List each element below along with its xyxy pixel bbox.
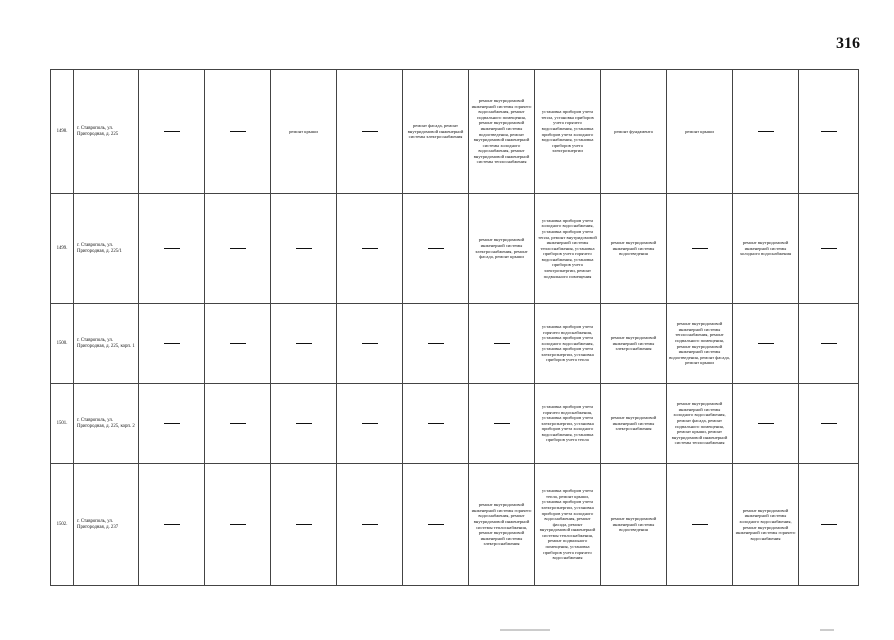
dash-mark xyxy=(230,423,246,424)
address-cell: г. Ставрополь, ул. Пригородная, д. 237 xyxy=(74,464,139,586)
dash-mark xyxy=(164,524,180,525)
dash-mark xyxy=(296,248,312,249)
page-number: 316 xyxy=(836,35,860,52)
work-cell: ремонт фундамента xyxy=(601,70,667,194)
table-row xyxy=(51,194,859,304)
dash-mark xyxy=(164,423,180,424)
dash-mark xyxy=(821,343,837,344)
table-row xyxy=(51,464,859,586)
dash-mark xyxy=(164,131,180,132)
work-cell xyxy=(271,384,337,464)
table-row xyxy=(51,384,859,464)
work-cell: ремонт внутридомовой инженерной системы водоотведения xyxy=(601,464,667,586)
work-cell xyxy=(733,70,799,194)
work-cell: установка приборов учета горячего водоснабжения, установка приборов учета электроэнергии, установка приборов учета холодного водоснабжения, установка приборов учета тепла xyxy=(535,384,601,464)
dash-mark xyxy=(362,423,378,424)
work-cell xyxy=(271,464,337,586)
work-cell: ремонт внутридомовой инженерной системы электроснабжения, ремонт фасада, ремонт крыши xyxy=(469,194,535,304)
dash-mark xyxy=(821,423,837,424)
work-cell: установка приборов учета холодного водоснабжения, установка приборов учета тепла, ремонт внутридомовой инженерной системы теплоснабжения, установка приборов учета горячего водоснабжения, установка приборов учета электроэнергии, ремонт подвального помещения xyxy=(535,194,601,304)
dash-mark xyxy=(692,248,708,249)
work-cell xyxy=(667,194,733,304)
work-cell xyxy=(205,384,271,464)
work-cell: установка приборов учета тепла, установка приборов учета горячего водоснабжения, установка приборов учета холодного водоснабжения, установка приборов учета электроэнергии xyxy=(535,70,601,194)
work-cell xyxy=(337,384,403,464)
scan-artifact xyxy=(820,629,834,631)
work-cell: установка приборов учета горячего водоснабжения, установка приборов учета холодного водоснабжения, установка приборов учета электроэнергии, установка приборов учета тепла xyxy=(535,304,601,384)
work-cell: ремонт фасада, ремонт внутридомовой инженерной системы электроснабжения xyxy=(403,70,469,194)
work-cell: ремонт крыши xyxy=(271,70,337,194)
work-cell: ремонт внутридомовой инженерной системы электроснабжения xyxy=(601,384,667,464)
work-cell xyxy=(799,194,859,304)
work-cell xyxy=(403,384,469,464)
work-cell xyxy=(469,384,535,464)
dash-mark xyxy=(494,343,510,344)
work-cell xyxy=(799,70,859,194)
work-cell xyxy=(403,194,469,304)
dash-mark xyxy=(758,343,774,344)
dash-mark xyxy=(230,524,246,525)
work-cell xyxy=(139,194,205,304)
work-cell: ремонт внутридомовой инженерной системы холодного водоснабжения, ремонт фасада, ремонт подвального помещения, ремонт крыши, ремонт внутридомовой инженерной системы теплоснабжения xyxy=(667,384,733,464)
work-cell: ремонт крыши xyxy=(667,70,733,194)
dash-mark xyxy=(362,131,378,132)
work-cell xyxy=(139,464,205,586)
dash-mark xyxy=(296,343,312,344)
work-cell xyxy=(403,304,469,384)
dash-mark xyxy=(428,524,444,525)
work-cell: установка приборов учета тепла, ремонт крыши, установка приборов учета электроэнергии, установка приборов учета холодного водоснабжения, ремонт фасада, ремонт внутридомовой инженерной системы теплоснабжения, ремонт подвального помещения, установка приборов учета горячего водоснабжения xyxy=(535,464,601,586)
address-cell: г. Ставрополь, ул. Пригородная, д. 225 xyxy=(74,70,139,194)
dash-mark xyxy=(428,423,444,424)
address-cell: г. Ставрополь, ул. Пригородная, д. 225, корп. 1 xyxy=(74,304,139,384)
dash-mark xyxy=(362,248,378,249)
work-cell: ремонт внутридомовой инженерной системы горячего водоснабжения, ремонт внутридомовой инженерной системы теплоснабжения, ремонт внутридомовой инженерной системы электроснабжения xyxy=(469,464,535,586)
work-cell xyxy=(733,304,799,384)
work-cell: ремонт внутридомовой инженерной системы холодного водоснабжения, ремонт внутридомовой инженерной системы горячего водоснабжения xyxy=(733,464,799,586)
dash-mark xyxy=(296,524,312,525)
work-cell xyxy=(337,70,403,194)
work-cell xyxy=(799,384,859,464)
dash-mark xyxy=(821,524,837,525)
dash-mark xyxy=(494,423,510,424)
work-cell xyxy=(799,304,859,384)
work-cell: ремонт внутридомовой инженерной системы водоотведения xyxy=(601,194,667,304)
work-cell xyxy=(205,304,271,384)
repair-schedule-table xyxy=(50,69,859,586)
work-cell: ремонт внутридомовой инженерной системы горячего водоснабжения, ремонт подвального помещения, ремонт внутридомовой инженерной системы водоотведения, ремонт внутридомовой инженерной системы холодного водоснабжения, ремонт внутридомовой инженерной системы теплоснабжения xyxy=(469,70,535,194)
dash-mark xyxy=(758,131,774,132)
work-cell: ремонт внутридомовой инженерной системы теплоснабжения, ремонт подвального помещения, ремонт внутридомовой инженерной системы водоотведения, ремонт фасада, ремонт крыши xyxy=(667,304,733,384)
row-number: 1501. xyxy=(51,384,74,464)
work-cell xyxy=(337,194,403,304)
work-cell xyxy=(403,464,469,586)
row-number: 1499. xyxy=(51,194,74,304)
work-cell xyxy=(205,464,271,586)
work-cell xyxy=(139,304,205,384)
scan-artifact xyxy=(500,629,550,631)
work-cell xyxy=(337,304,403,384)
table-row xyxy=(51,70,859,194)
dash-mark xyxy=(428,248,444,249)
work-cell xyxy=(733,384,799,464)
work-cell: ремонт внутридомовой инженерной системы холодного водоснабжения xyxy=(733,194,799,304)
dash-mark xyxy=(692,524,708,525)
work-cell xyxy=(139,70,205,194)
dash-mark xyxy=(758,423,774,424)
dash-mark xyxy=(230,343,246,344)
work-cell xyxy=(139,384,205,464)
address-cell: г. Ставрополь, ул. Пригородная, д. 225/1 xyxy=(74,194,139,304)
dash-mark xyxy=(362,343,378,344)
work-cell xyxy=(469,304,535,384)
dash-mark xyxy=(296,423,312,424)
work-cell: ремонт внутридомовой инженерной системы электроснабжения xyxy=(601,304,667,384)
dash-mark xyxy=(164,343,180,344)
address-cell: г. Ставрополь, ул. Пригородная, д. 225, корп. 2 xyxy=(74,384,139,464)
dash-mark xyxy=(164,248,180,249)
dash-mark xyxy=(821,248,837,249)
dash-mark xyxy=(821,131,837,132)
work-cell xyxy=(667,464,733,586)
work-cell xyxy=(205,70,271,194)
work-cell xyxy=(799,464,859,586)
row-number: 1502. xyxy=(51,464,74,586)
dash-mark xyxy=(230,248,246,249)
work-cell xyxy=(205,194,271,304)
row-number: 1500. xyxy=(51,304,74,384)
work-cell xyxy=(337,464,403,586)
dash-mark xyxy=(428,343,444,344)
work-cell xyxy=(271,194,337,304)
work-cell xyxy=(271,304,337,384)
dash-mark xyxy=(230,131,246,132)
row-number: 1498. xyxy=(51,70,74,194)
dash-mark xyxy=(362,524,378,525)
table-row xyxy=(51,304,859,384)
